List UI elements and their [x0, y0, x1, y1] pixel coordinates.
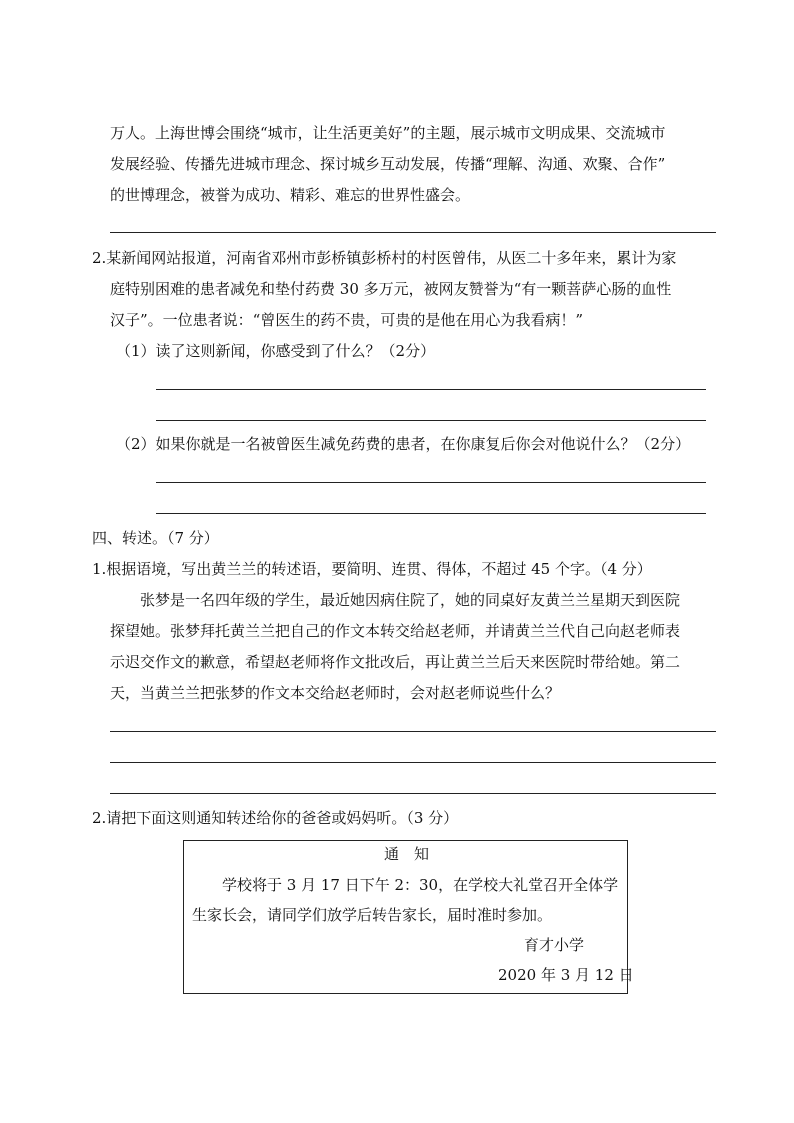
section4-heading: 四、转述。（7 分）	[92, 529, 219, 547]
notice-date: 2020 年 3 月 12 日	[498, 966, 634, 984]
section4-q2-prompt: 2.请把下面这则通知转述给你的爸爸或妈妈听。（3 分）	[92, 809, 459, 827]
passage-line-3: 的世博理念，被誉为成功、精彩、难忘的世界性盛会。	[110, 186, 471, 204]
notice-signature: 育才小学	[524, 936, 585, 954]
section4-q1-line-1: 张梦是一名四年级的学生，最近她因病住院了，她的同桌好友黄兰兰星期天到医院	[140, 591, 681, 609]
section4-q1-line-4: 天，当黄兰兰把张梦的作文本交给赵老师时，会对赵老师说些什么？	[110, 684, 561, 702]
answer-line-passage[interactable]	[110, 232, 716, 233]
notice-title: 通 知	[384, 845, 430, 863]
q2-sub2: （2）如果你就是一名被曾医生减免药费的患者，在你康复后你会对他说什么？（2分）	[116, 435, 691, 453]
notice-body-line-1: 学校将于 3 月 17 日下午 2：30，在学校大礼堂召开全体学	[222, 876, 619, 894]
passage-line-2: 发展经验、传播先进城市理念、探讨城乡互动发展，传播“理解、沟通、欢聚、合作”	[110, 155, 666, 173]
q2-line-3: 汉子”。一位患者说：“曾医生的药不贵，可贵的是他在用心为我看病！”	[110, 311, 584, 329]
answer-line-q2-sub1-a[interactable]	[156, 389, 706, 390]
notice-box	[183, 840, 634, 994]
section4-q1-prompt: 1.根据语境，写出黄兰兰的转述语，要简明、连贯、得体，不超过 45 个字。（4 分）	[92, 560, 652, 578]
answer-line-section4-q1-c[interactable]	[110, 793, 716, 794]
answer-line-q2-sub2-a[interactable]	[156, 482, 706, 483]
answer-line-q2-sub1-b[interactable]	[156, 420, 706, 421]
q2-sub1: （1）读了这则新闻，你感受到了什么？（2分）	[116, 342, 436, 360]
answer-line-section4-q1-a[interactable]	[110, 731, 716, 732]
section4-q1-line-2: 探望她。张梦拜托黄兰兰把自己的作文本转交给赵老师，并请黄兰兰代自己向赵老师表	[110, 622, 681, 640]
section4-q1-line-3: 示迟交作文的歉意，希望赵老师将作文批改后，再让黄兰兰后天来医院时带给她。第二	[110, 653, 681, 671]
answer-line-q2-sub2-b[interactable]	[156, 513, 706, 514]
q2-line-2: 庭特别困难的患者减免和垫付药费 30 多万元，被网友赞誉为“有一颗菩萨心肠的血性	[110, 280, 672, 298]
notice-body-line-2: 生家长会，请同学们放学后转告家长，届时准时参加。	[192, 906, 553, 924]
q2-line-1: 2.某新闻网站报道，河南省邓州市彭桥镇彭桥村的村医曾伟，从医二十多年来，累计为家	[92, 249, 677, 267]
passage-line-1: 万人。上海世博会围绕“城市，让生活更美好”的主题，展示城市文明成果、交流城市	[110, 124, 666, 142]
answer-line-section4-q1-b[interactable]	[110, 762, 716, 763]
